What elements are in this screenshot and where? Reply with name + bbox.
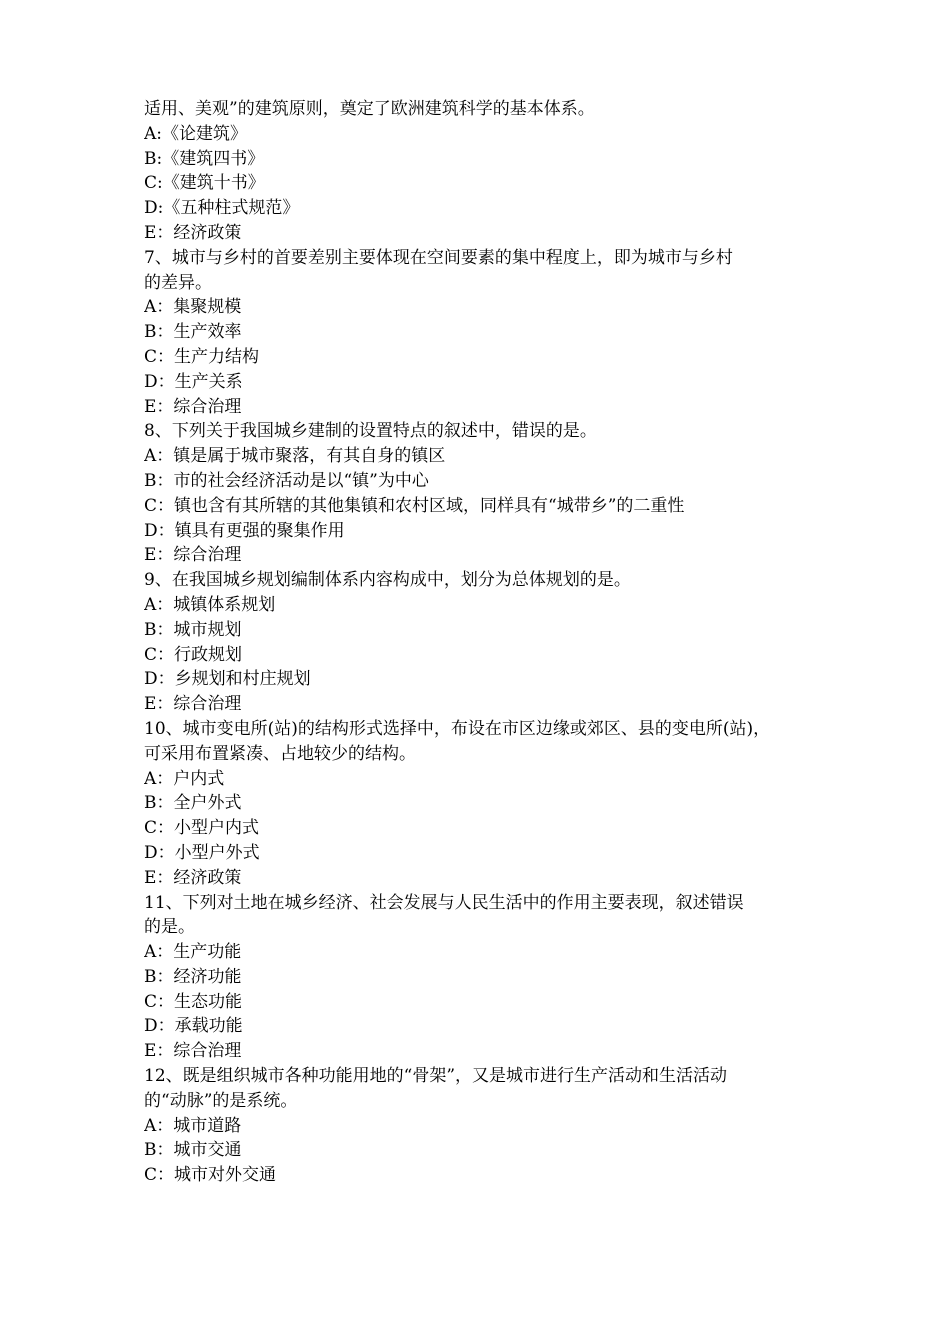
text-line: E：综合治理	[144, 545, 242, 566]
text-line: D：承载功能	[144, 1016, 243, 1037]
text-line: D：镇具有更强的聚集作用	[144, 520, 345, 541]
text-line: C：生态功能	[144, 991, 243, 1012]
text-line: E：综合治理	[144, 694, 242, 715]
text-line: 12、既是组织城市各种功能用地的“骨架”，又是城市进行生产活动和生活活动	[144, 1066, 728, 1087]
text-line: B：城市规划	[144, 619, 242, 640]
text-line: D：小型户外式	[144, 842, 260, 863]
text-line: A:《论建筑》	[144, 123, 248, 144]
text-line: C：城市对外交通	[144, 1165, 277, 1186]
text-line: 的“动脉”的是系统。	[144, 1090, 298, 1111]
text-line: 11、下列对土地在城乡经济、社会发展与人民生活中的作用主要表现，叙述错误	[144, 892, 744, 913]
text-line: C：生产力结构	[144, 346, 260, 367]
text-line: A：户内式	[144, 768, 225, 789]
text-line: B：市的社会经济活动是以“镇”为中心	[144, 470, 429, 491]
text-line: E：综合治理	[144, 396, 242, 417]
text-line: 可采用布置紧凑、占地较少的结构。	[144, 743, 416, 764]
text-line: D：乡规划和村庄规划	[144, 669, 311, 690]
text-line: A：城市道路	[144, 1115, 242, 1136]
text-line: E：综合治理	[144, 1041, 242, 1062]
text-line: B：城市交通	[144, 1140, 242, 1161]
text-line: 10、城市变电所(站)的结构形式选择中，布设在市区边缘或郊区、县的变电所(站)，	[144, 718, 771, 739]
text-line: E：经济政策	[144, 867, 242, 888]
text-line: A：生产功能	[144, 942, 242, 963]
text-line: 的是。	[144, 917, 195, 938]
text-line: A：城镇体系规划	[144, 594, 276, 615]
text-line: C：镇也含有其所辖的其他集镇和农村区域，同样具有“城带乡”的二重性	[144, 495, 685, 516]
text-line: C：行政规划	[144, 644, 243, 665]
text-line: D:《五种柱式规范》	[144, 198, 300, 219]
text-line: B：经济功能	[144, 966, 242, 987]
text-line: B：全户外式	[144, 793, 242, 814]
text-line: B:《建筑四书》	[144, 148, 265, 169]
text-line: 7、城市与乡村的首要差别主要体现在空间要素的集中程度上，即为城市与乡村	[144, 247, 733, 268]
text-line: 8、下列关于我国城乡建制的设置特点的叙述中，错误的是。	[144, 421, 597, 442]
text-line: C：小型户内式	[144, 818, 260, 839]
text-line: 的差异。	[144, 272, 212, 293]
text-line: A：集聚规模	[144, 297, 242, 318]
text-line: B：生产效率	[144, 322, 242, 343]
text-line: A：镇是属于城市聚落，有其自身的镇区	[144, 446, 446, 467]
text-line: C:《建筑十书》	[144, 173, 265, 194]
text-line: D：生产关系	[144, 371, 243, 392]
document-body	[144, 97, 812, 1188]
text-line: 适用、美观”的建筑原则，奠定了欧洲建筑科学的基本体系。	[144, 99, 595, 119]
text-line: E：经济政策	[144, 222, 242, 243]
text-line: 9、在我国城乡规划编制体系内容构成中，划分为总体规划的是。	[144, 570, 631, 591]
